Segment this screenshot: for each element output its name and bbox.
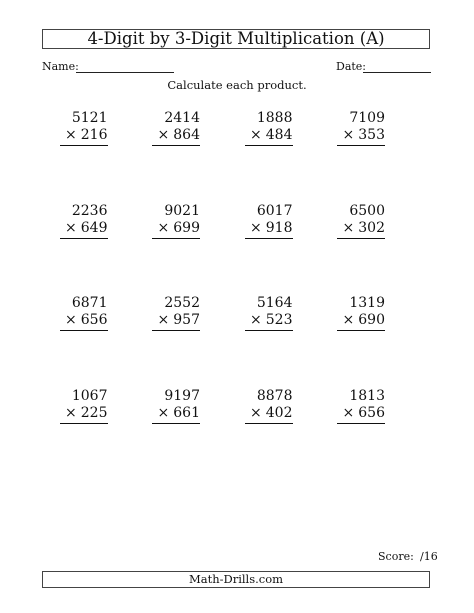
multiply-symbol: ×: [157, 312, 170, 328]
multiply-symbol: ×: [65, 127, 77, 143]
multiply-symbol: ×: [342, 312, 355, 328]
multiplier: 957: [173, 312, 200, 328]
multiplier-row: [65, 313, 107, 327]
worksheet-title: 4-Digit by 3-Digit Multiplication (A): [87, 28, 385, 48]
multiplicand: 5164: [256, 295, 293, 311]
problem: [333, 204, 426, 297]
answer-rule: [337, 423, 385, 424]
answer-rule: [152, 238, 200, 239]
answer-rule: [245, 423, 293, 424]
multiplier: 656: [358, 404, 385, 421]
multiplier: 699: [173, 219, 200, 236]
multiplicand: 1067: [71, 387, 108, 404]
answer-rule: [60, 423, 108, 424]
answer-rule: [337, 145, 385, 146]
multiply-symbol: ×: [65, 219, 77, 236]
multiply-symbol: ×: [250, 127, 262, 143]
multiply-symbol: ×: [65, 404, 77, 421]
multiplier: 918: [265, 219, 293, 236]
problem: [55, 296, 148, 389]
footer-box: [42, 571, 430, 588]
problem: [240, 204, 333, 297]
answer-rule: [152, 145, 200, 146]
multiplier-row: [65, 128, 107, 142]
answer-rule: [152, 330, 200, 331]
multiplier: 649: [80, 219, 108, 236]
multiplier-row: [250, 313, 292, 327]
multiplier-row: [343, 128, 385, 142]
problem: [55, 111, 148, 204]
multiplier-row: [158, 313, 200, 327]
site-name: Math-Drills.com: [188, 571, 284, 586]
multiplier: 656: [80, 312, 108, 328]
multiplier-row: [65, 221, 107, 235]
score-total: /16: [420, 550, 438, 563]
name-label: Name:: [42, 60, 79, 73]
multiplier-row: [343, 221, 385, 235]
multiply-symbol: ×: [250, 219, 262, 236]
multiplicand: 9021: [164, 202, 200, 219]
multiply-symbol: ×: [342, 219, 355, 236]
problem: [148, 111, 241, 204]
problem: [55, 204, 148, 297]
multiplier-row: [250, 128, 292, 142]
multiplier: 216: [80, 127, 108, 143]
multiplier-row: [343, 406, 385, 420]
answer-rule: [337, 238, 385, 239]
problem: [148, 296, 241, 389]
multiplier: 690: [358, 312, 385, 328]
multiplicand: 5121: [71, 110, 108, 126]
answer-rule: [245, 145, 293, 146]
multiply-symbol: ×: [342, 127, 355, 143]
answer-rule: [245, 238, 293, 239]
problem: [333, 296, 426, 389]
multiply-symbol: ×: [250, 312, 262, 328]
problem: [148, 204, 241, 297]
problem: [333, 389, 426, 482]
multiplier-row: [158, 406, 200, 420]
date-label: Date:: [336, 60, 367, 73]
multiplicand: 2414: [164, 110, 200, 126]
problem-grid: [55, 111, 425, 481]
multiplicand: 7109: [349, 110, 385, 126]
multiplicand: 1319: [349, 295, 385, 311]
answer-rule: [60, 145, 108, 146]
multiplier-row: [250, 221, 292, 235]
multiplier: 225: [80, 404, 108, 421]
answer-rule: [152, 423, 200, 424]
problem: [240, 111, 333, 204]
multiply-symbol: ×: [250, 404, 262, 421]
score-label: Score:: [378, 550, 414, 563]
worksheet-title-box: [42, 29, 430, 49]
multiplier: 864: [173, 127, 200, 143]
multiplicand: 6017: [256, 202, 293, 219]
multiplicand: 1888: [256, 110, 293, 126]
multiplier: 661: [173, 404, 200, 421]
problem: [333, 111, 426, 204]
answer-rule: [60, 238, 108, 239]
multiply-symbol: ×: [65, 312, 77, 328]
problem: [240, 389, 333, 482]
answer-rule: [337, 330, 385, 331]
multiplier: 402: [265, 404, 293, 421]
instructions: Calculate each product.: [167, 78, 307, 92]
multiplicand: 6500: [349, 202, 385, 219]
name-line[interactable]: [76, 72, 174, 73]
multiply-symbol: ×: [342, 404, 355, 421]
multiplicand: 8878: [256, 387, 293, 404]
problem: [148, 389, 241, 482]
multiplier-row: [343, 313, 385, 327]
date-line[interactable]: [363, 72, 431, 73]
multiplier: 523: [265, 312, 293, 328]
multiplier: 353: [358, 127, 385, 143]
multiplier-row: [158, 128, 200, 142]
problem: [55, 389, 148, 482]
multiply-symbol: ×: [157, 404, 170, 421]
multiply-symbol: ×: [157, 127, 170, 143]
multiplicand: 6871: [71, 295, 108, 311]
answer-rule: [60, 330, 108, 331]
multiplier-row: [65, 406, 107, 420]
multiplier-row: [250, 406, 292, 420]
multiply-symbol: ×: [157, 219, 170, 236]
answer-rule: [245, 330, 293, 331]
multiplier: 484: [265, 127, 293, 143]
multiplier: 302: [358, 219, 385, 236]
multiplicand: 2236: [71, 202, 108, 219]
multiplicand: 2552: [164, 295, 200, 311]
multiplicand: 1813: [349, 387, 385, 404]
multiplier-row: [158, 221, 200, 235]
multiplicand: 9197: [164, 387, 200, 404]
problem: [240, 296, 333, 389]
